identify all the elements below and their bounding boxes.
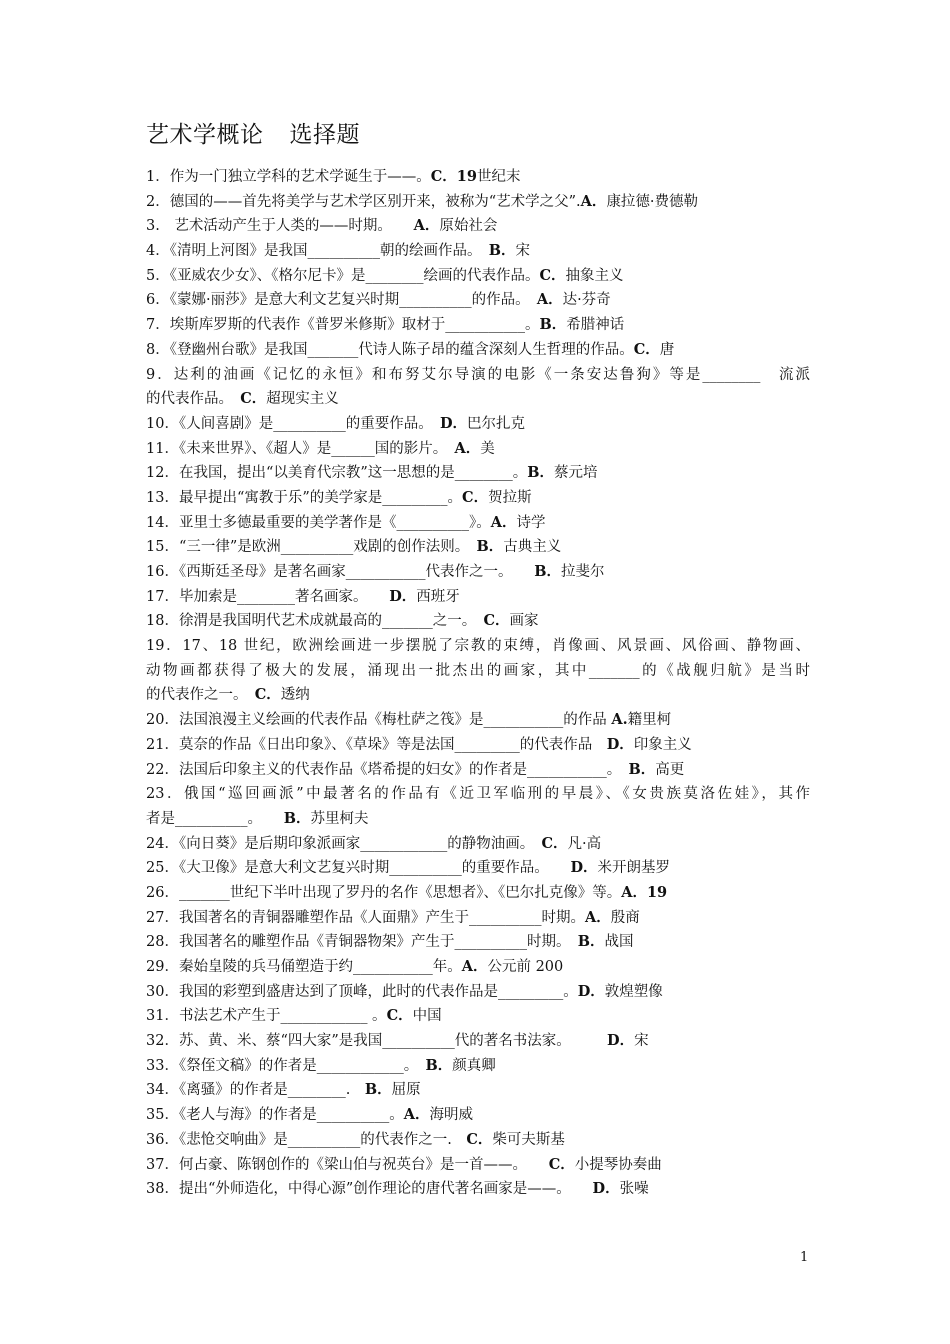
question-text: 26．_______世纪下半叶出现了罗丹的名作《思想者》、《巴尔扎克像》等。 xyxy=(146,884,622,901)
answer-text: 柴可夫斯基 xyxy=(492,1131,565,1148)
answer-text: 殷商 xyxy=(610,909,640,926)
question-text: 5．《亚威农少女》、《格尔尼卡》是________绘画的代表作品。 xyxy=(146,267,540,284)
answer-text: 凡·高 xyxy=(567,835,602,852)
answer-text: 诗学 xyxy=(516,514,546,531)
question-line xyxy=(146,881,810,906)
answer-text: 美 xyxy=(480,440,495,457)
answer-letter: C． xyxy=(254,686,281,704)
question-text: 18．徐渭是我国明代艺术成就最高的_______之一。 xyxy=(146,613,484,630)
question-text: 25．《大卫像》是意大利文艺复兴时期__________的重要作品。 xyxy=(146,860,571,877)
answer-letter: B． xyxy=(539,316,567,334)
answer-letter: C． xyxy=(539,266,566,284)
question-line xyxy=(146,930,810,955)
question-text: 24．《向日葵》是后期印象派画家____________的静物油画。 xyxy=(146,835,542,852)
answer-text: 原始社会 xyxy=(439,218,498,235)
question-text: 6．《蒙娜·丽莎》是意大利文艺复兴时期__________的作品。 xyxy=(146,292,537,309)
question-text: 8．《登幽州台歌》是我国_______代诗人陈子昂的蕴含深刻人生哲理的作品。 xyxy=(146,341,634,358)
answer-text: 蔡元培 xyxy=(554,465,598,482)
answer-text: 宋 xyxy=(515,243,530,260)
question-text: 22．法国后印象主义的代表作品《塔希提的妇女》的作者是___________。 xyxy=(146,761,629,778)
answer-text: 中国 xyxy=(412,1008,442,1025)
question-line xyxy=(146,782,810,807)
question-line xyxy=(146,856,810,881)
question-text: 动物画都获得了极大的发展，涌现出一批杰出的画家，其中_______的《战舰归航》是当时 xyxy=(146,662,810,679)
answer-letter: D． xyxy=(570,859,598,877)
question-text: 21．莫奈的作品《日出印象》、《草垛》等是法国_________的代表作品 xyxy=(146,736,607,753)
answer-text: 敦煌塑像 xyxy=(604,983,663,1000)
answer-letter: C．19 xyxy=(430,168,477,185)
question-line xyxy=(146,412,810,437)
question-text: 的代表作之一。 xyxy=(146,687,255,704)
question-line xyxy=(146,1177,810,1202)
question-text: 12．在我国，提出“以美育代宗教”这一思想的是________。 xyxy=(146,465,528,482)
answer-text: 高更 xyxy=(655,761,685,778)
answer-letter: B． xyxy=(425,1056,453,1074)
question-text: 11．《未来世界》、《超人》是______国的影片。 xyxy=(146,440,455,457)
answer-text: 颜真卿 xyxy=(452,1057,496,1074)
answer-letter: D． xyxy=(389,587,417,605)
answer-text: 海明威 xyxy=(429,1107,473,1124)
question-text: 36．《悲怆交响曲》是__________的代表作之一. xyxy=(146,1131,467,1148)
answer-letter: C． xyxy=(483,612,510,630)
answer-text: 巴尔扎克 xyxy=(467,415,526,432)
answer-letter: D． xyxy=(606,735,634,753)
answer-text: 唐 xyxy=(659,341,675,358)
question-text: 34．《离骚》的作者是________. xyxy=(146,1082,365,1099)
answer-text: 张噪 xyxy=(619,1181,649,1198)
question-text: 37．何占豪、陈钢创作的《梁山伯与祝英台》是一首——。 xyxy=(146,1156,549,1173)
question-text: 16．《西斯廷圣母》是著名画家___________代表作之一。 xyxy=(146,564,535,580)
answer-text: 宋 xyxy=(634,1033,649,1050)
question-text: 2．德国的——首先将美学与艺术学区别开来，被称为“艺术学之父”. xyxy=(146,193,581,210)
answer-letter: B． xyxy=(577,933,605,951)
question-line xyxy=(146,955,810,980)
question-line xyxy=(146,832,810,857)
answer-letter: B． xyxy=(534,563,561,580)
title-main: 艺术学概论 xyxy=(146,122,264,148)
question-text: 的代表作品。 xyxy=(146,391,241,408)
question-text: 15．“三一律”是欧洲__________戏剧的创作法则。 xyxy=(146,539,477,556)
question-list xyxy=(146,165,810,1202)
question-line xyxy=(146,683,810,708)
question-line xyxy=(146,560,810,585)
question-line xyxy=(146,511,810,536)
question-line xyxy=(146,486,810,511)
answer-text: 透纳 xyxy=(280,687,310,704)
question-line xyxy=(146,609,810,634)
question-line xyxy=(146,1128,810,1153)
question-text: 33．《祭侄文稿》的作者是____________。 xyxy=(146,1057,426,1074)
answer-letter: C． xyxy=(462,488,489,506)
question-line xyxy=(146,1004,810,1029)
page-title xyxy=(146,116,360,149)
answer-letter: C． xyxy=(386,1007,413,1025)
question-text: 38．提出“外师造化，中得心源”创作理论的唐代著名画家是——。 xyxy=(146,1181,593,1198)
answer-text: 苏里柯夫 xyxy=(310,810,369,827)
answer-letter: A． xyxy=(413,217,440,235)
answer-letter: B． xyxy=(283,809,311,827)
question-line xyxy=(146,288,810,313)
question-line xyxy=(146,1054,810,1079)
question-line xyxy=(146,906,810,931)
answer-letter: A． xyxy=(454,439,481,457)
question-line xyxy=(146,535,810,560)
answer-text: 西班牙 xyxy=(416,588,460,605)
answer-text: 公元前 200 xyxy=(487,959,564,975)
question-line xyxy=(146,758,810,783)
answer-letter: C． xyxy=(240,390,267,408)
answer-letter: A． xyxy=(536,291,563,309)
answer-text: 达·芬奇 xyxy=(562,292,611,309)
answer-text: 战国 xyxy=(604,934,634,951)
question-text: 28．我国著名的雕塑作品《青铜器物架》产生于__________时期。 xyxy=(146,934,578,951)
question-line xyxy=(146,980,810,1005)
question-text: 1．作为一门独立学科的艺术学诞生于——。 xyxy=(146,169,431,185)
question-line xyxy=(146,1153,810,1178)
answer-text: 米开朗基罗 xyxy=(597,860,671,877)
answer-text: 古典主义 xyxy=(503,539,562,556)
question-line xyxy=(146,264,810,289)
answer-letter: A. xyxy=(611,711,628,729)
answer-letter: C． xyxy=(633,340,660,358)
answer-text: 超现实主义 xyxy=(266,391,339,408)
answer-text: 世纪末 xyxy=(476,169,521,185)
question-text: 17．毕加索是________著名画家。 xyxy=(146,588,390,605)
question-line xyxy=(146,634,810,659)
question-line xyxy=(146,807,810,832)
question-line xyxy=(146,214,810,239)
answer-letter: D． xyxy=(592,1180,620,1198)
question-line xyxy=(146,313,810,338)
answer-letter: B． xyxy=(628,760,656,778)
answer-letter: A． xyxy=(461,958,488,975)
answer-letter: A． xyxy=(584,908,611,926)
question-text: 14．亚里士多德最重要的美学著作是《__________》。 xyxy=(146,514,491,531)
question-line xyxy=(146,585,810,610)
answer-letter: D． xyxy=(607,1032,635,1050)
question-line xyxy=(146,1029,810,1054)
answer-letter: C． xyxy=(466,1130,493,1148)
answer-letter: B． xyxy=(476,538,504,556)
answer-letter: B． xyxy=(488,242,516,260)
answer-letter: B． xyxy=(527,464,555,482)
question-text: 27．我国著名的青铜器雕塑作品《人面鼎》产生于__________时期。 xyxy=(146,909,585,926)
question-text: 4．《清明上河图》是我国__________朝的绘画作品。 xyxy=(146,243,489,260)
answer-text: 籍里柯 xyxy=(627,712,672,729)
question-line xyxy=(146,461,810,486)
question-line xyxy=(146,387,810,412)
question-text: 者是__________。 xyxy=(146,810,284,827)
question-text: 29．秦始皇陵的兵马俑塑造于约___________年。 xyxy=(146,959,462,975)
answer-text: 康拉德·费德勒 xyxy=(606,193,699,210)
answer-text: 拉斐尔 xyxy=(560,564,605,580)
question-line xyxy=(146,165,810,190)
question-text: 20．法国浪漫主义绘画的代表作品《梅杜萨之筏》是___________的作品 xyxy=(146,712,612,729)
answer-text: 画家 xyxy=(509,613,539,630)
answer-letter: A．19 xyxy=(621,883,668,901)
answer-letter: D． xyxy=(577,982,605,1000)
question-text: 9．达利的油画《记忆的永恒》和布努艾尔导演的电影《一条安达鲁狗》等是________ 流派 xyxy=(146,366,810,383)
question-text: 3. 艺术活动产生于人类的——时期。 xyxy=(146,218,414,235)
question-text: 10．《人间喜剧》是__________的重要作品。 xyxy=(146,415,440,432)
answer-text: 屈原 xyxy=(391,1082,421,1099)
answer-text: 印象主义 xyxy=(633,736,692,753)
answer-letter: B． xyxy=(364,1081,392,1099)
question-line xyxy=(146,1078,810,1103)
question-text: 32．苏、黄、米、蔡“四大家”是我国__________代的著名书法家。 xyxy=(146,1033,608,1050)
question-line xyxy=(146,1103,810,1128)
question-line xyxy=(146,190,810,215)
question-text: 23．俄国“巡回画派”中最著名的作品有《近卫军临刑的早晨》、《女贵族莫洛佐娃》，其作 xyxy=(146,786,810,803)
question-text: 7．埃斯库罗斯的代表作《普罗米修斯》取材于___________。 xyxy=(146,317,540,334)
question-text: 35．《老人与海》的作者是__________。 xyxy=(146,1107,404,1124)
question-line xyxy=(146,437,810,462)
question-text: 19．17、18 世纪，欧洲绘画进一步摆脱了宗教的束缚，肖像画、风景画、风俗画、静物画、 xyxy=(146,638,810,655)
question-text: 13．最早提出“寓教于乐”的美学家是_________。 xyxy=(146,489,463,506)
answer-text: 抽象主义 xyxy=(565,267,624,284)
answer-text: 贺拉斯 xyxy=(488,489,532,506)
question-text: 31．书法艺术产生于____________ 。 xyxy=(146,1008,387,1025)
answer-text: 小提琴协奏曲 xyxy=(574,1156,662,1173)
answer-letter: A． xyxy=(580,192,607,210)
page-number: 1 xyxy=(800,1250,809,1265)
question-line xyxy=(146,733,810,758)
question-line xyxy=(146,363,810,388)
question-text: 30．我国的彩塑到盛唐达到了顶峰，此时的代表作品是_________。 xyxy=(146,983,578,1000)
question-line xyxy=(146,239,810,264)
answer-letter: C． xyxy=(548,1155,575,1173)
answer-letter: C． xyxy=(541,834,568,852)
title-sub: 选择题 xyxy=(289,122,360,148)
answer-letter: A． xyxy=(403,1106,430,1124)
question-line xyxy=(146,338,810,363)
answer-letter: D． xyxy=(439,414,468,432)
answer-letter: A． xyxy=(490,513,517,531)
question-line xyxy=(146,708,810,733)
answer-text: 希腊神话 xyxy=(566,317,625,334)
question-line xyxy=(146,659,810,684)
